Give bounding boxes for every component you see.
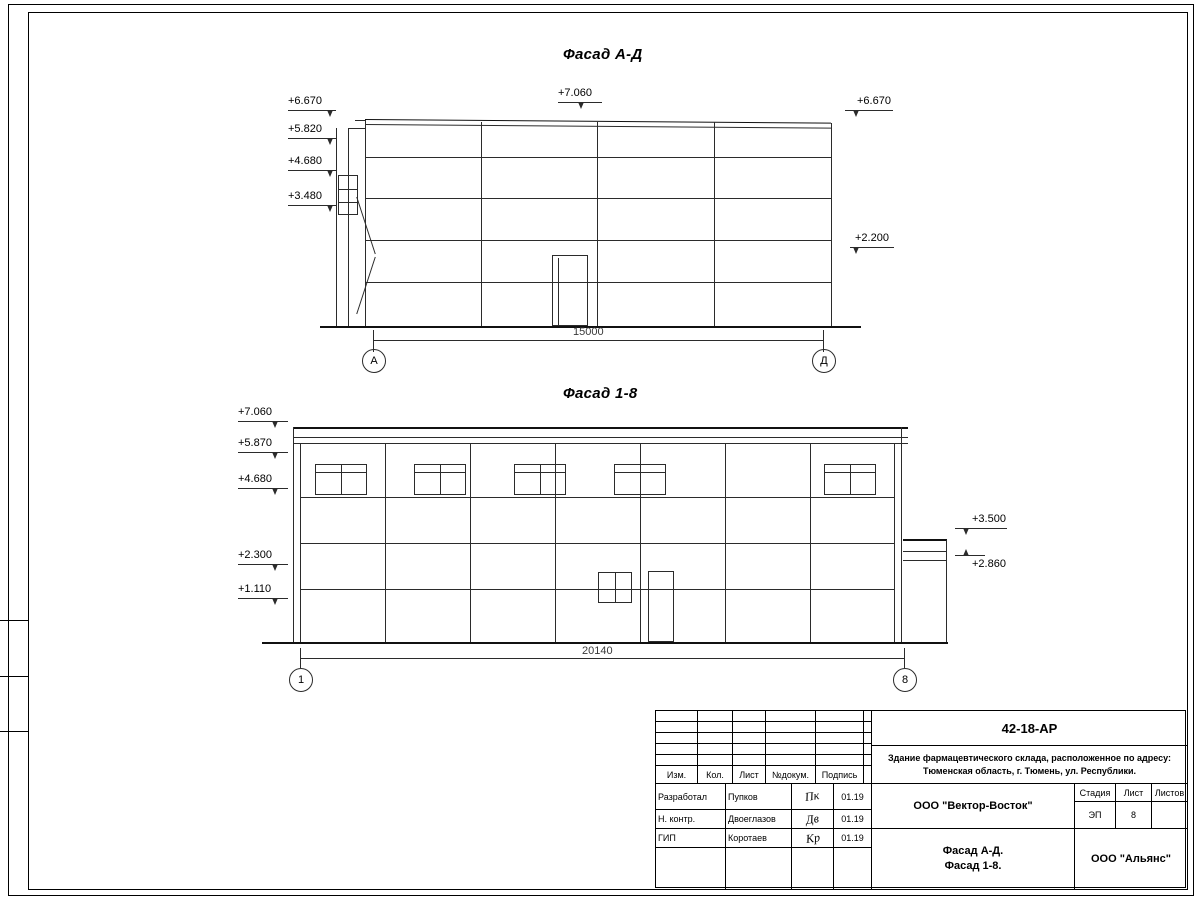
rev-header-kol: Кол. [698,766,733,784]
rev-cell-r1c2 [698,711,733,722]
stamp-sheet-title [872,829,1075,889]
stamp-drawing-number: 42-18-АР [872,711,1187,746]
signature-glyph-1: Дв [805,810,820,827]
rev-cell-r5c1 [656,755,698,766]
facade-ad-level-2: +5.820 [288,123,322,135]
facade-ad-left-column-inner [348,128,349,326]
facade-18-level-4: +2.300 [238,549,272,561]
facade-ad-wall-right [831,123,832,326]
facade-ad-title: Фасад А-Д [563,46,643,63]
facade-18-door [648,571,674,642]
facade-18-level-1: +7.060 [238,406,272,418]
rev-cell-r1c1 [656,711,698,722]
facade-ad-level-3-arrow [327,170,333,177]
facade-ad-level-right-2: +2.200 [855,232,889,244]
rev-header-izm: Изм. [656,766,698,784]
facade-18-level-2-arrow [272,452,278,459]
facade-18-level-1-line [238,421,288,422]
facade-18-annex-joint [903,560,947,561]
rev-cell-r3c6 [864,733,872,744]
rev-cell-r2c2 [698,722,733,733]
facade-18-level-right-1-arrow [963,528,969,535]
facade-ad-level-4-arrow [327,205,333,212]
facade-18-axis-right-leader [904,648,905,668]
facade-ad-roof-left-edge [355,120,365,121]
stamp-blank-role [656,848,726,889]
facade-18-level-5-arrow [272,598,278,605]
facade-18-vjoint-1 [385,443,386,642]
facade-ad-dimension-line [373,340,823,341]
rev-cell-r1c5 [816,711,864,722]
facade-18-level-3: +4.680 [238,473,272,485]
stamp-object-description [872,746,1187,784]
stamp-signature-0 [792,784,834,810]
stamp-sheet-value: 8 [1116,802,1152,829]
rev-cell-r1c3 [733,711,766,722]
rev-cell-r2c1 [656,722,698,733]
facade-ad-dimension-label: 15000 [573,326,604,338]
facade-ad-level-3: +4.680 [288,155,322,167]
facade-ad-vjoint-2 [597,122,598,326]
facade-18-level-5-line [238,598,288,599]
facade-18-level-4-arrow [272,564,278,571]
facade-18-wall-left [293,427,294,642]
rev-cell-r5c3 [733,755,766,766]
facade-ad-level-top-arrow [578,102,584,109]
facade-18-panel-joint-2 [300,543,894,544]
facade-18-level-right-1: +3.500 [972,513,1006,525]
left-margin-divider [0,676,28,677]
facade-ad-canopy-line [348,128,366,129]
facade-18-dimension-label: 20140 [582,645,613,657]
stamp-sheet-header: Лист [1116,784,1152,802]
facade-18-level-2-line [238,452,288,453]
rev-cell-r4c5 [816,744,864,755]
rev-cell-r5c2 [698,755,733,766]
facade-18-window-2 [414,464,466,495]
rev-cell-r4c4 [766,744,816,755]
facade-18-panel-joint-3 [300,589,894,590]
facade-ad-stair-window [338,175,358,215]
facade-ad-panel-joint-1 [365,157,831,158]
facade-18-window-4 [614,464,666,495]
stamp-role-0: Разработал [656,784,726,810]
facade-ad-level-1: +6.670 [288,95,322,107]
rev-cell-r4c2 [698,744,733,755]
facade-18-annex-wall-right [946,540,947,642]
facade-ad-level-right-1-arrow [853,110,859,117]
facade-ad-panel-joint-4 [365,282,831,283]
rev-cell-r2c3 [733,722,766,733]
rev-cell-r3c4 [766,733,816,744]
facade-18-level-2: +5.870 [238,437,272,449]
stamp-date-0: 01.19 [834,784,872,810]
rev-header-data-sep [864,766,872,784]
rev-cell-r4c6 [864,744,872,755]
facade-ad-level-4: +3.480 [288,190,322,202]
facade-18-level-3-line [238,488,288,489]
rev-cell-r2c6 [864,722,872,733]
facade-ad-level-2-arrow [327,138,333,145]
facade-18-level-right-2-line [955,555,985,556]
rev-cell-r3c5 [816,733,864,744]
facade-18-panel-joint-1 [300,497,894,498]
facade-18-level-3-arrow [272,488,278,495]
facade-18-vjoint-5 [725,443,726,642]
rev-cell-r3c1 [656,733,698,744]
facade-18-window-lower [598,572,632,603]
stamp-role-1: Н. контр. [656,810,726,829]
facade-18-level-5: +1.110 [238,583,272,595]
stamp-blank-signature [792,848,834,889]
rev-cell-r5c6 [864,755,872,766]
rev-cell-r2c5 [816,722,864,733]
stamp-sheets-value [1152,802,1187,829]
facade-ad-level-1-arrow [327,110,333,117]
stamp-date-1: 01.19 [834,810,872,829]
object-description-line2: Тюменская область, г. Тюмень, ул. Республики. [922,765,1137,776]
stamp-signature-2 [792,829,834,848]
stamp-blank-name [726,848,792,889]
facade-18-dimension-line [300,658,904,659]
rev-cell-r5c5 [816,755,864,766]
facade-18-annex-fascia [903,551,947,552]
stamp-sheets-header: Листов [1152,784,1187,802]
rev-header-list: Лист [733,766,766,784]
stamp-name-0: Пупков [726,784,792,810]
facade-18-window-5 [824,464,876,495]
facade-18-title: Фасад 1-8 [563,385,638,402]
facade-18-level-4-line [238,564,288,565]
facade-ad-vjoint-1 [481,122,482,326]
rev-cell-r1c6 [864,711,872,722]
facade-ad-vjoint-3 [714,122,715,326]
stamp-designer-org: ООО "Вектор-Восток" [872,784,1075,829]
rev-cell-r4c1 [656,744,698,755]
stamp-stage-header: Стадия [1075,784,1116,802]
facade-18-level-right-2: +2.860 [972,558,1006,570]
stamp-customer-org: ООО "Альянс" [1090,853,1172,865]
facade-18-level-1-arrow [272,421,278,428]
stamp-signature-1 [792,810,834,829]
rev-cell-r3c2 [698,733,733,744]
sheet-title-line1: Фасад А-Д. [942,845,1004,857]
facade-ad-panel-joint-2 [365,198,831,199]
facade-ad-level-right-2-arrow [853,247,859,254]
facade-18-wall-right [901,427,902,642]
stamp-stage-value: ЭП [1075,802,1116,829]
facade-ad-axis-bubble-right: Д [812,349,836,373]
facade-18-vjoint-2 [470,443,471,642]
facade-18-level-right-2-arrow [963,549,969,556]
rev-cell-r2c4 [766,722,816,733]
facade-18-vjoint-6 [810,443,811,642]
stamp-name-1: Двоеглазов [726,810,792,829]
facade-ad-left-column-outer [336,128,337,326]
stamp-date-2: 01.19 [834,829,872,848]
rev-cell-r4c3 [733,744,766,755]
facade-ad-door-leaf [558,258,559,326]
stamp-role-2: ГИП [656,829,726,848]
facade-18-annex-roof [903,539,947,541]
facade-18-window-1 [315,464,367,495]
facade-18-parapet-bottom [293,437,908,438]
stamp-name-2: Коротаев [726,829,792,848]
left-margin-stub [0,620,29,732]
title-block [655,710,1186,888]
rev-header-ndocum: №докум. [766,766,816,784]
rev-cell-r1c4 [766,711,816,722]
facade-ad-axis-bubble-left: А [362,349,386,373]
rev-cell-r3c3 [733,733,766,744]
facade-ad-panel-joint-3 [365,240,831,241]
facade-18-window-3 [514,464,566,495]
object-description-line1: Здание фармацевтического склада, расположенное по адресу: [888,752,1171,763]
sheet-title-line2: Фасад 1-8. [944,860,1002,872]
facade-18-ground-line [262,642,948,644]
facade-18-axis-bubble-right: 8 [893,668,917,692]
signature-glyph-0: Пк [804,788,821,804]
facade-ad-level-right-1: +6.670 [857,95,891,107]
signature-glyph-2: Кр [804,829,821,846]
facade-18-wall-right-inner [894,443,895,642]
facade-ad-level-top: +7.060 [558,87,592,99]
facade-18-parapet-top [293,427,908,429]
rev-cell-r5c4 [766,755,816,766]
facade-18-axis-bubble-left: 1 [289,668,313,692]
rev-header-podpis: Подпись [816,766,864,784]
stamp-blank-date [834,848,872,889]
